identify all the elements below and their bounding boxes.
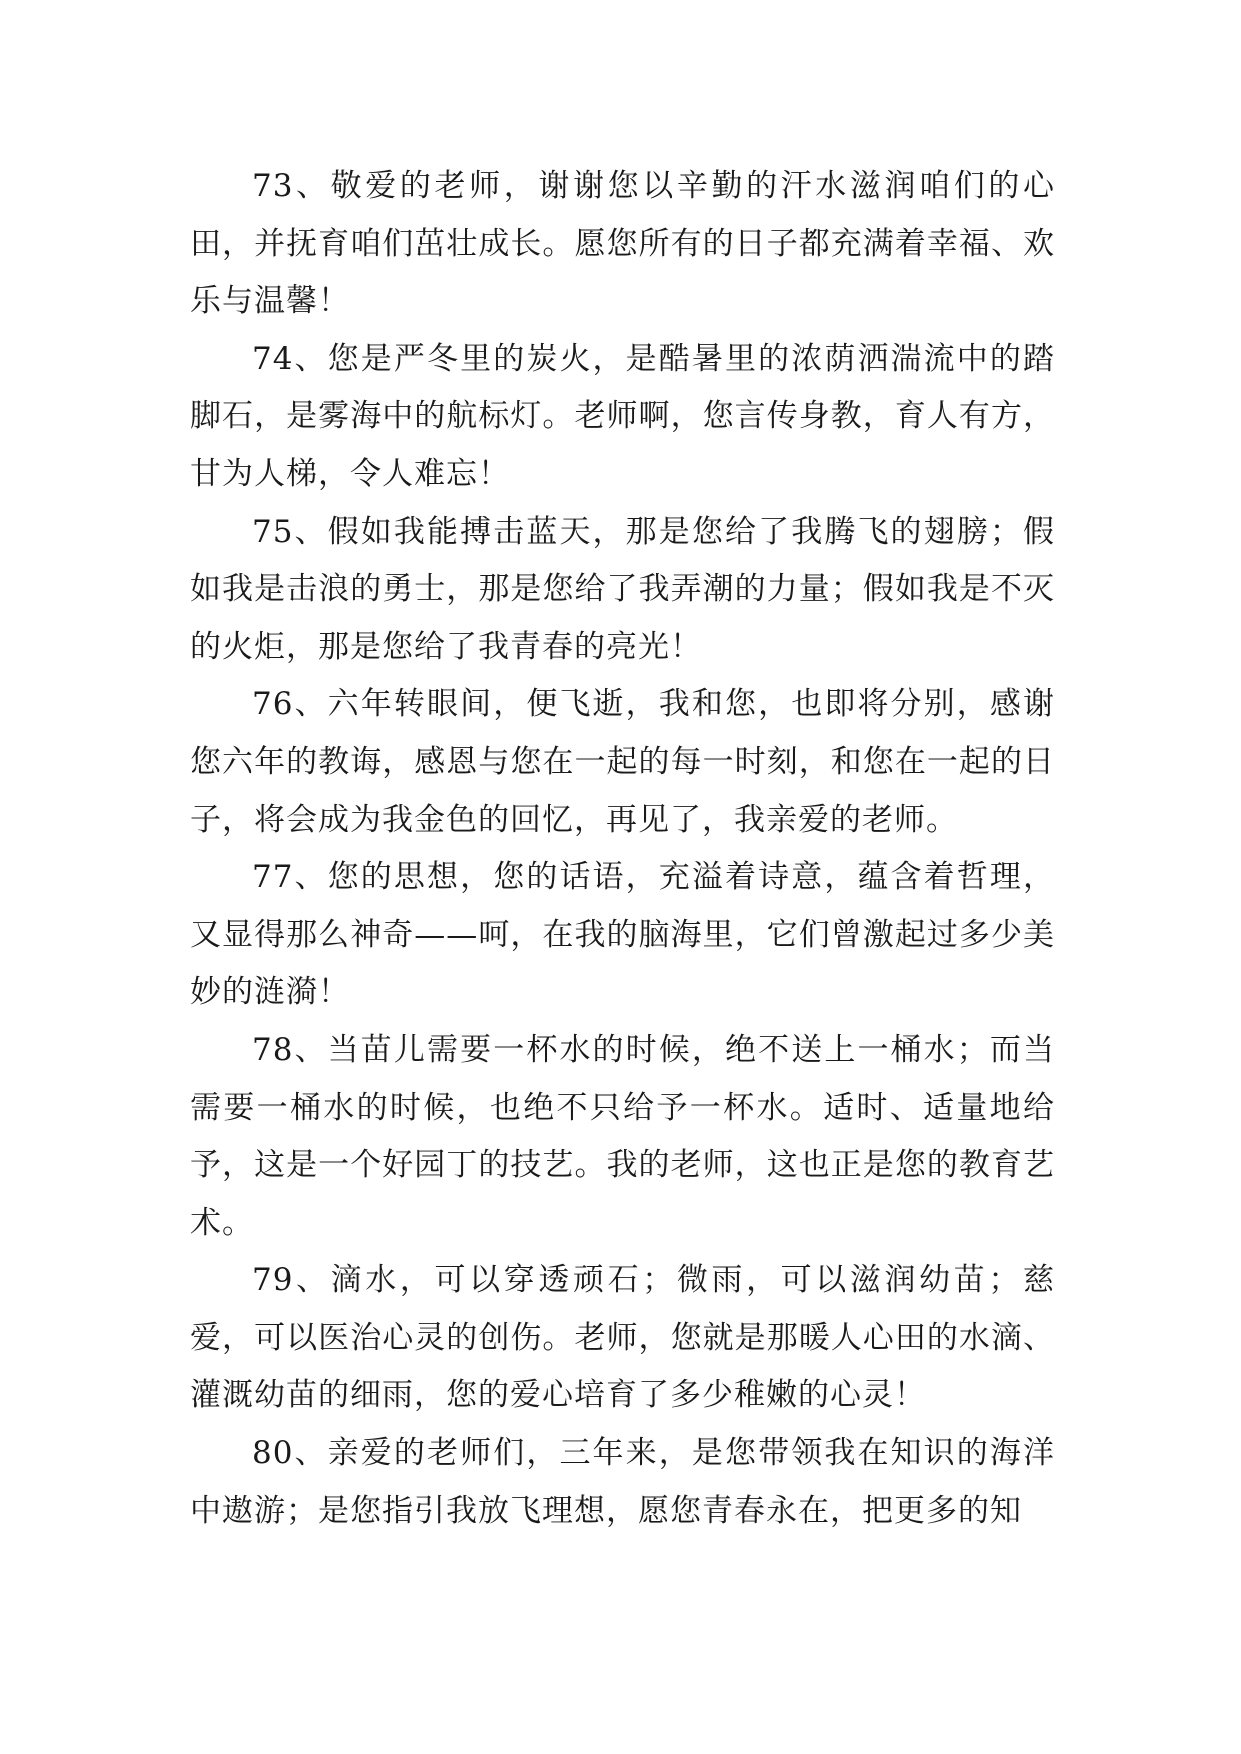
paragraph-79: 79、滴水，可以穿透顽石；微雨，可以滋润幼苗；慈爱，可以医治心灵的创伤。老师，您就是那暖人心田的水滴、灌溉幼苗的细雨，您的爱心培育了多少稚嫩的心灵！	[190, 1262, 1055, 1414]
paragraph-75: 75、假如我能搏击蓝天，那是您给了我腾飞的翅膀；假如我是击浪的勇士，那是您给了我弄潮的力量；假如我是不灭的火炬，那是您给了我青春的亮光！	[190, 513, 1055, 665]
paragraph-74: 74、您是严冬里的炭火，是酷暑里的浓荫洒湍流中的踏脚石，是雾海中的航标灯。老师啊，您言传身教，育人有方，甘为人梯，令人难忘！	[190, 340, 1055, 492]
paragraph-80: 80、亲爱的老师们，三年来，是您带领我在知识的海洋中遨游；是您指引我放飞理想，愿您青春永在，把更多的知	[190, 1435, 1055, 1529]
paragraph-76: 76、六年转眼间，便飞逝，我和您，也即将分别，感谢您六年的教诲，感恩与您在一起的每一时刻，和您在一起的日子，将会成为我金色的回忆，再见了，我亲爱的老师。	[190, 686, 1055, 838]
paragraph-77: 77、您的思想，您的话语，充溢着诗意，蕴含着哲理，又显得那么神奇——呵，在我的脑海里，它们曾激起过多少美妙的涟漪！	[190, 859, 1055, 1011]
document-body	[190, 158, 1055, 1540]
paragraph-78: 78、当苗儿需要一杯水的时候，绝不送上一桶水；而当需要一桶水的时候，也绝不只给予一杯水。适时、适量地给予，这是一个好园丁的技艺。我的老师，这也正是您的教育艺术。	[190, 1031, 1055, 1241]
paragraph-73: 73、敬爱的老师，谢谢您以辛勤的汗水滋润咱们的心田，并抚育咱们茁壮成长。愿您所有的日子都充满着幸福、欢乐与温馨！	[190, 168, 1055, 320]
